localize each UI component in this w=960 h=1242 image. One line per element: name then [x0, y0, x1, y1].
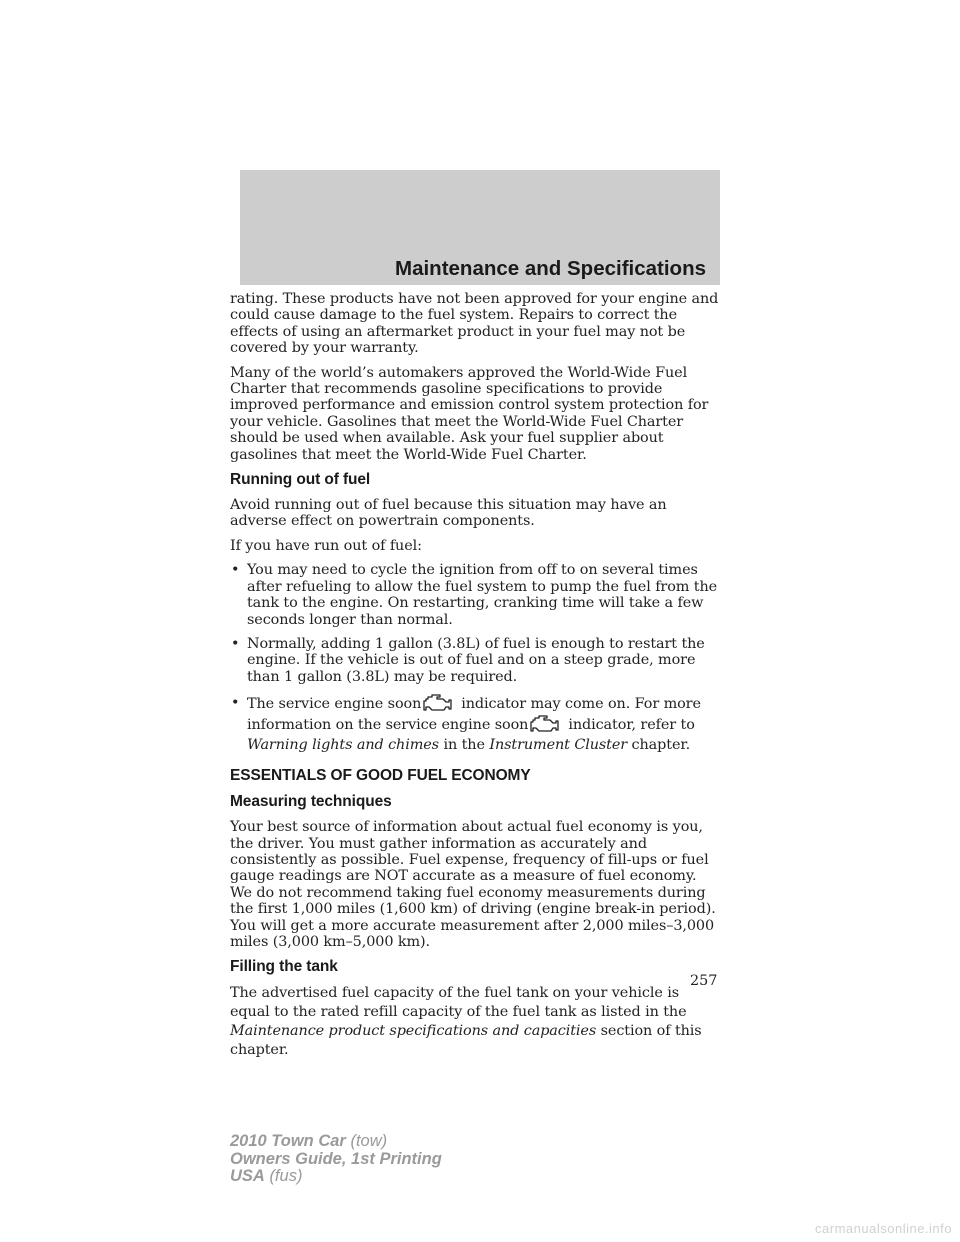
- list-item: [230, 636, 722, 685]
- page-number: 257: [690, 973, 718, 989]
- footer-model-code: (tow): [350, 1132, 388, 1150]
- section-header-band: [240, 170, 720, 285]
- bullet-text-service-engine-c: indicator, refer to: [568, 717, 695, 734]
- bullet-marker: •: [231, 635, 240, 652]
- check-engine-icon: [530, 714, 560, 732]
- footer-market-code: (fus): [269, 1167, 303, 1185]
- heading-filling-the-tank: Filling the tank: [230, 958, 338, 976]
- list-item: [230, 562, 722, 628]
- bullet-text-cycle-ignition: You may need to cycle the ignition from off to on several times after refueling to allow the fuel system to pump the fuel from the tank to the engine. On restarting, cranking time will take a few seconds longer than normal.: [247, 562, 718, 628]
- bullet-marker: •: [231, 562, 240, 579]
- bullet-text-add-fuel: Normally, adding 1 gallon (3.8L) of fuel is enough to restart the engine. If the vehicle is out of fuel and on a steep grade, more than 1 gallon (3.8L) may be required.: [247, 635, 705, 685]
- heading-essentials-fuel-economy: ESSENTIALS OF GOOD FUEL ECONOMY: [230, 767, 531, 785]
- paragraph-fuel-charter: Many of the world’s automakers approved the World-Wide Fuel Charter that recommends gasoline specifications to provide improved performance and emission control system protection for your vehicle. Gasolines that meet the World-Wide Fuel Charter should be used when available. Ask your fuel supplier about gasolines that meet the World-Wide Fuel Charter.: [230, 364, 709, 463]
- footer-market: USA: [230, 1167, 265, 1185]
- page-body: [230, 291, 722, 1068]
- paragraph-filling: [230, 984, 722, 1060]
- site-watermark: carmanualsonline.info: [815, 1221, 952, 1236]
- print-footer: [230, 1133, 442, 1186]
- bullet-text-service-engine-b: indicator may come on. For more information on the service engine soon: [247, 696, 701, 734]
- section-title: Maintenance and Specifications: [395, 257, 706, 280]
- paragraph-measuring: Your best source of information about actual fuel economy is you, the driver. You must gather information as accurately and consistently as possible. Fuel expense, frequency of fill-ups or fuel gauge readings are NOT accurate as a measure of fuel economy. We do not recommend taking fuel economy measurements during the first 1,000 miles (1,600 km) of driving (engine break-in period). You will get a more accurate measurement after 2,000 miles–3,000 miles (3,000 km–5,000 km).: [230, 819, 716, 950]
- list-item: [230, 693, 722, 755]
- reference-instrument-cluster: Instrument Cluster: [489, 737, 628, 754]
- bullet-marker: •: [231, 695, 240, 712]
- paragraph-aftermarket-rating: rating. These products have not been approved for your engine and could cause damage to the fuel system. Repairs to correct the effects of using an aftermarket product in your fuel may not be covered by your warranty.: [230, 291, 719, 357]
- reference-warning-lights: Warning lights and chimes: [247, 737, 439, 754]
- reference-maintenance-specs: Maintenance product specifications and capacities: [230, 1023, 597, 1040]
- footer-guide: Owners Guide, 1st Printing: [230, 1149, 442, 1168]
- bullet-text-service-engine-a: The service engine soon: [247, 696, 422, 713]
- bullet-text-in-the: in the: [443, 737, 485, 754]
- check-engine-icon: [423, 693, 453, 711]
- heading-measuring-techniques: Measuring techniques: [230, 793, 392, 811]
- filling-text-a: The advertised fuel capacity of the fuel tank on your vehicle is equal to the rated refill capacity of the fuel tank as listed in the: [230, 985, 687, 1021]
- heading-running-out-of-fuel: Running out of fuel: [230, 471, 371, 489]
- bullet-text-chapter: chapter.: [631, 737, 691, 754]
- filling-text-b: section of this chapter.: [230, 1023, 702, 1059]
- footer-line-model: [230, 1133, 442, 1151]
- paragraph-if-run-out: If you have run out of fuel:: [230, 537, 422, 554]
- footer-line-market: [230, 1168, 442, 1186]
- footer-model: 2010 Town Car: [230, 1132, 346, 1150]
- paragraph-avoid-running-out: Avoid running out of fuel because this situation may have an adverse effect on powertrain components.: [230, 497, 667, 530]
